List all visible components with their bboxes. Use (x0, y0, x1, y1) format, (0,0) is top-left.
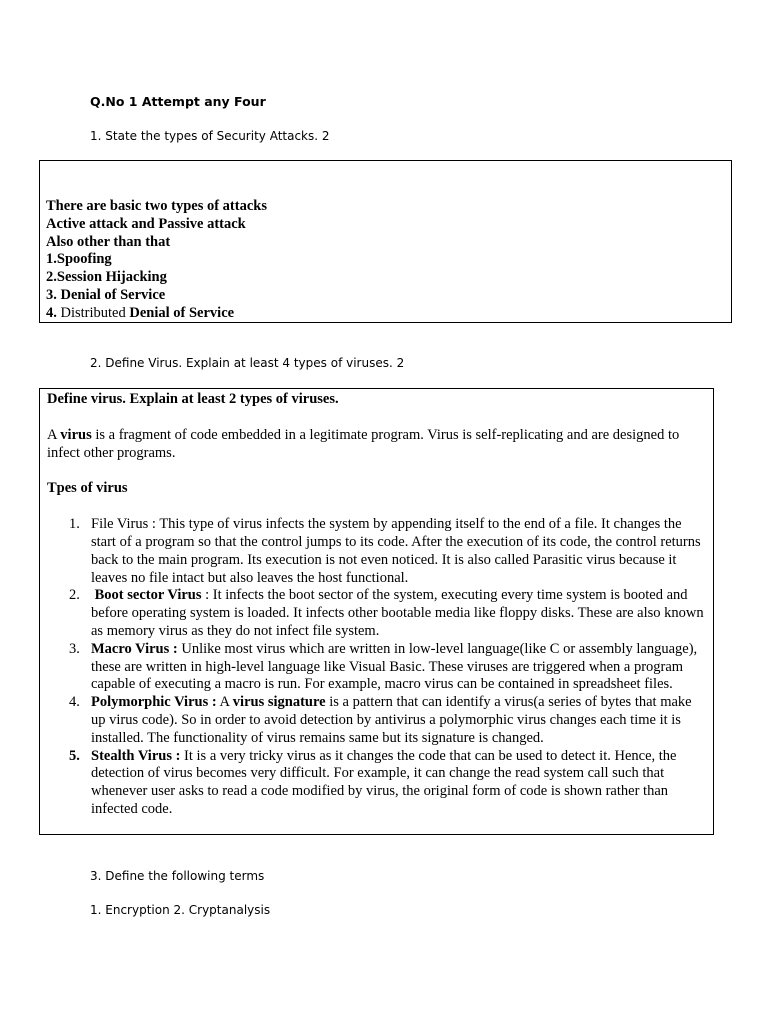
item-name: Polymorphic Virus : (91, 694, 217, 711)
answer1-last-rest: Denial of Service (129, 304, 235, 321)
answer2-title: Define virus. Explain at least 2 types of viruses. (47, 391, 339, 407)
list-item (47, 516, 707, 587)
virus-types-list (47, 516, 707, 819)
question-3-terms: 1. Encryption 2. Cryptanalysis (90, 903, 271, 917)
answer1-line: 2.Session Hijacking (46, 269, 167, 286)
virus-definition (47, 427, 707, 463)
item-number: 5. (69, 747, 80, 764)
question-2: 2. Define Virus. Explain at least 4 types of viruses. 2 (90, 356, 405, 370)
item-text-article: A (219, 694, 230, 711)
item-text: : It infects the boot sector of the system, executing every time system is booted and before operating system is loaded. It infects other bootable media like floppy disks. These are also known as memory virus as they do not infect file system. (91, 587, 704, 639)
item-number: 1. (69, 516, 80, 533)
answer1-last-num: 4. (46, 304, 57, 321)
list-item (47, 694, 707, 747)
list-item (47, 587, 707, 640)
def-article: A (47, 426, 57, 443)
item-number: 3. (69, 640, 80, 657)
answer1-line: Also other than that (46, 233, 171, 250)
def-text: is a fragment of code embedded in a legitimate program. Virus is self-replicating and are designed to infect other programs. (47, 426, 680, 461)
item-text: This type of virus infects the system by appending itself to the end of a file. It changes the start of a program so that the control jumps to its code. After the execution of its code, the control returns back to the main program. Its execution is not even noticed. It is also called Parasitic virus because it leaves no file intact but also leaves the host functional. (91, 516, 701, 586)
item-number: 2. (69, 587, 80, 604)
item-name: File Virus : (91, 516, 156, 533)
section-heading: Q.No 1 Attempt any Four (90, 94, 266, 109)
answer-box-1 (39, 160, 732, 323)
answer1-line: There are basic two types of attacks (46, 198, 267, 214)
answer1-line: 1.Spoofing (46, 251, 112, 268)
answer1-line: Active attack and Passive attack (46, 215, 246, 232)
question-3: 3. Define the following terms (90, 869, 265, 883)
item-text-term: virus signature (232, 694, 326, 711)
answer-box-2 (39, 388, 714, 835)
def-term: virus (60, 426, 92, 443)
question-1: 1. State the types of Security Attacks. 2 (90, 129, 330, 143)
answer1-last-word: Distributed (60, 304, 126, 321)
list-item (47, 748, 707, 819)
list-item (47, 641, 707, 694)
item-number: 4. (69, 694, 80, 711)
types-heading: Tpes of virus (47, 480, 128, 497)
item-text: It is a very tricky virus as it changes the code that can be used to detect it. Hence, the detection of virus becomes very difficult. For example, it can change the read system call such that whenever user asks to read a code modified by virus, the original form of code is shown rather than infected code. (91, 747, 677, 817)
item-name: Boot sector Virus (94, 587, 202, 604)
item-name: Macro Virus : (91, 640, 178, 657)
item-text: Unlike most virus which are written in low-level language(like C or assembly language), these are written in high-level language like Visual Basic. These viruses are triggered when a program capable of executing a macro is run. For example, macro virus can be contained in spreadsheet files. (91, 640, 698, 693)
item-text: is a pattern that can identify a virus(a series of bytes that make up virus code). So in order to avoid detection by antivirus a polymorphic virus changes each time it is installed. The functionality of virus remains same but its signature is changed. (91, 694, 692, 746)
answer1-line (46, 305, 267, 323)
item-name: Stealth Virus : (91, 747, 181, 764)
answer1-line: 3. Denial of Service (46, 286, 166, 303)
